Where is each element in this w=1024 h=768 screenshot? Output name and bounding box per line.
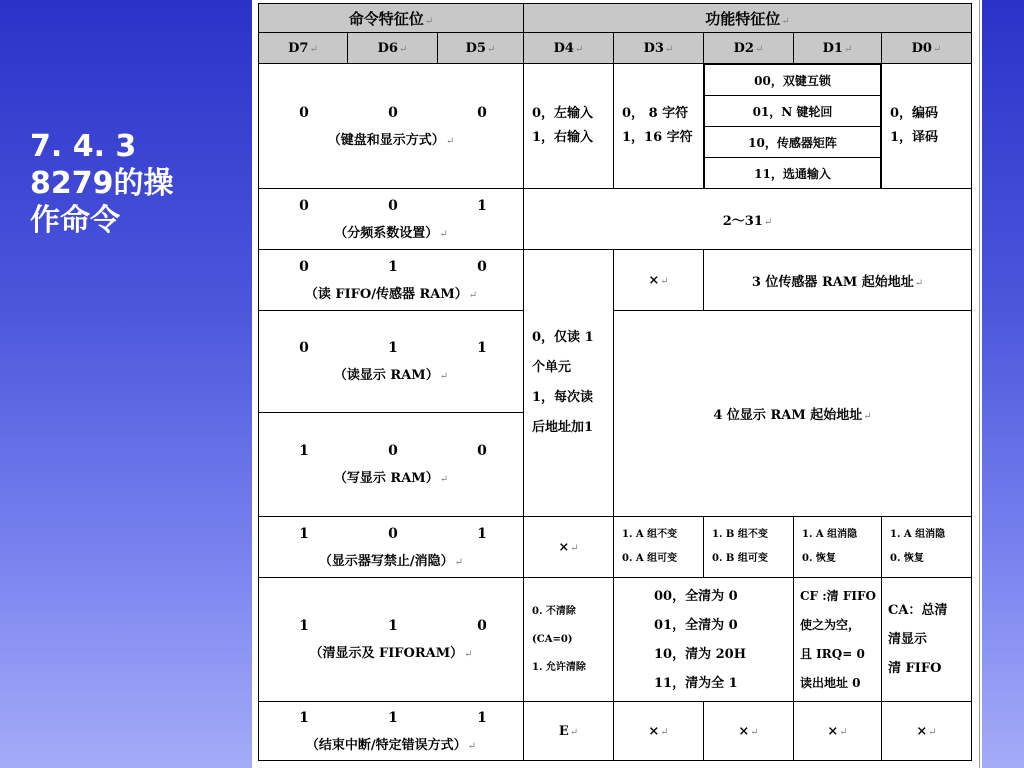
command-cell: 0 1 0 （读 FIFO/传感器 RAM）↵ (259, 250, 524, 311)
d0-cell: 0，编码 1，译码 (882, 64, 972, 189)
d1-cell: CF :清 FIFO 使之为空， 且 IRQ= 0 读出地址 0 (794, 578, 882, 702)
d4-cell: 0，左输入 1，右输入 (524, 64, 614, 189)
d4-cell: 0. 不清除 (CA=0) 1. 允许清除 (524, 578, 614, 702)
d3-cell: 1. A 组不变 0. A 组可变 (614, 517, 704, 578)
title-line-3: 作命令 (30, 203, 120, 238)
d1-cell: 1. A 组消隐 0. 恢复 (794, 517, 882, 578)
command-cell: 1 0 1 （显示器写禁止/消隐）↵ (259, 517, 524, 578)
d2-cell: 1. B 组不变 0. B 组可变 (704, 517, 794, 578)
table-row (259, 250, 972, 311)
table-row (259, 311, 972, 413)
header-function-bits: 功能特征位↵ (524, 4, 972, 33)
d2-cell: ×↵ (704, 702, 794, 761)
d3-cell: 0， 8 字符 1，16 字符 (614, 64, 704, 189)
slide-title (30, 128, 245, 239)
command-cell: 1 1 0 （清显示及 FIFORAM）↵ (259, 578, 524, 702)
d2-d1-cell: 00，双键互锁 01，N 键轮回 10，传感器矩阵 11，选通输入 (704, 64, 882, 189)
d4-cell: E↵ (524, 702, 614, 761)
document-edge (979, 0, 980, 768)
title-section-number: 7. 4. 3 (30, 129, 137, 164)
header-d5: D5↵ (438, 33, 524, 64)
title-line-2: 8279的操 (30, 166, 174, 201)
command-cell: 0 1 1 （读显示 RAM）↵ (259, 311, 524, 413)
d0-cell: ×↵ (882, 702, 972, 761)
command-description: （键盘和显示方式）↵ (327, 132, 455, 148)
command-cell (259, 64, 524, 189)
header-d4: D4↵ (524, 33, 614, 64)
header-d6: D6↵ (348, 33, 438, 64)
header-row-groups (259, 4, 972, 33)
table-row (259, 189, 972, 250)
function-cell: 4 位显示 RAM 起始地址↵ (614, 311, 972, 517)
header-d7: D7↵ (259, 33, 348, 64)
function-cell: 3 位传感器 RAM 起始地址↵ (704, 250, 972, 311)
command-cell: 1 1 1 （结束中断/特定错误方式）↵ (259, 702, 524, 761)
header-d2: D2↵ (704, 33, 794, 64)
command-cell: 0 0 1 （分频系数设置）↵ (259, 189, 524, 250)
d3-cell: ×↵ (614, 250, 704, 311)
header-command-bits: 命令特征位↵ (259, 4, 524, 33)
header-row-bits (259, 33, 972, 64)
d4-read-cell: 0，仅读 1 个单元 1，每次读 后地址加1 (524, 250, 614, 517)
d0-cell: 1. A 组消隐 0. 恢复 (882, 517, 972, 578)
function-cell: 2～31↵ (524, 189, 972, 250)
table-row (259, 517, 972, 578)
header-d1: D1↵ (794, 33, 882, 64)
command-bits: 0 0 0 (299, 104, 487, 121)
document-image (252, 0, 982, 768)
command-table (258, 3, 972, 761)
d4-cell: ×↵ (524, 517, 614, 578)
d3-cell: ×↵ (614, 702, 704, 761)
table-row (259, 702, 972, 761)
header-d3: D3↵ (614, 33, 704, 64)
d0-cell: CA：总清 清显示 清 FIFO (882, 578, 972, 702)
table-row (259, 578, 972, 702)
header-d0: D0↵ (882, 33, 972, 64)
d1-cell: ×↵ (794, 702, 882, 761)
table-row (259, 64, 972, 189)
command-cell: 1 0 0 （写显示 RAM）↵ (259, 413, 524, 517)
d3-d2-cell: 00，全清为 0 01，全清为 0 10，清为 20H 11，清为全 1 (614, 578, 794, 702)
